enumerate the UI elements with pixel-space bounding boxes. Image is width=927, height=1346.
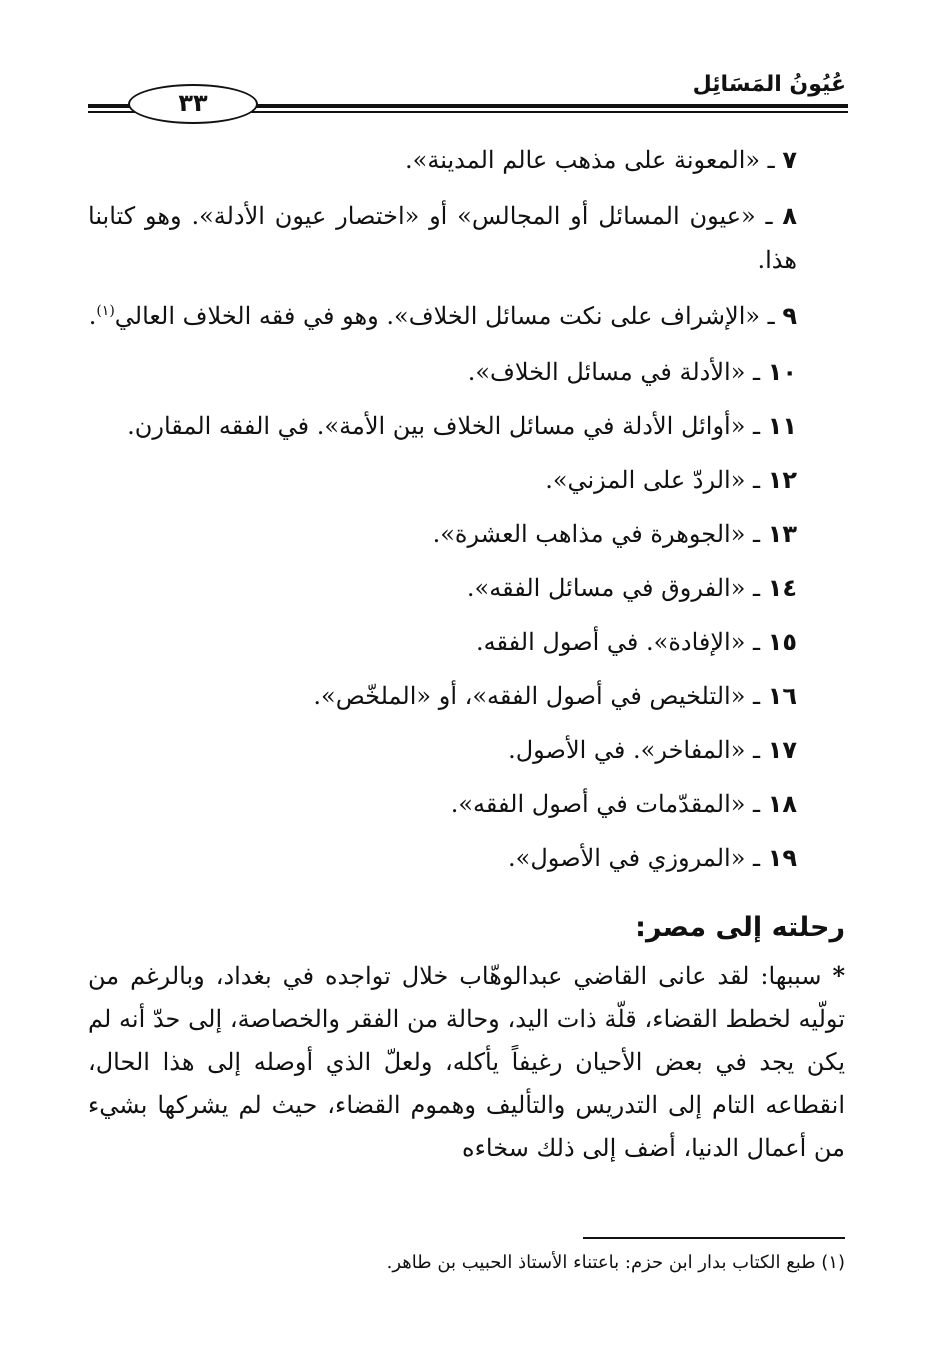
item-text: ـ «المقدّمات في أصول الفقه». — [450, 790, 768, 818]
paragraph-text: سببها: لقد عانى القاضي عبدالوهّاب خلال تواجده في بغداد، وبالرغم من تولّيه لخطط القضاء، قلّة ذات اليد، وحالة من الفقر والخصاصة، إلى حدّ أنه لم يكن يجد في بعض الأحيان رغيفاً يأكله، ولعلّ الذي أوصله إلى هذا الحال، انقطاعه التام إلى التدريس والتأليف وهموم القضاء، حيث لم يشركها بشيء من أعمال الدنيا، أضف إلى ذلك سخاءه — [88, 962, 846, 1162]
item-number: ١٨ — [767, 790, 797, 818]
list-item-9 — [88, 294, 845, 338]
item-number: ١٤ — [767, 574, 797, 602]
item-number: ١٥ — [767, 628, 797, 656]
item-text: ـ «المروزي في الأصول». — [508, 844, 768, 872]
item-text: ـ «الفروق في مسائل الفقه». — [466, 574, 768, 602]
item-text: ـ «التلخيص في أصول الفقه»، أو «الملخّص». — [313, 682, 768, 710]
list-item — [88, 350, 797, 394]
item-number: ٧ — [782, 146, 797, 174]
footnote-text: طبع الكتاب بدار ابن حزم: باعتناء الأستاذ الحبيب بن طاهر. — [386, 1252, 822, 1273]
item-number: ٨ — [782, 202, 797, 230]
list-item — [88, 782, 797, 826]
footnote — [85, 1248, 845, 1278]
item-number: ١١ — [767, 412, 797, 440]
item-text-end: . — [88, 302, 97, 330]
list-item — [88, 836, 797, 880]
list-item-8 — [88, 194, 845, 282]
list-item — [88, 674, 797, 718]
page-number: ٣٣ — [128, 84, 258, 124]
item-number: ١٠ — [767, 358, 797, 386]
item-number: ١٧ — [767, 736, 797, 764]
footnote-separator — [583, 1237, 845, 1239]
list-item — [88, 728, 797, 772]
item-number: ١٦ — [767, 682, 797, 710]
item-text: ـ «الأدلة في مسائل الخلاف». — [467, 358, 768, 386]
item-text: ـ «الإفادة». في أصول الفقه. — [476, 628, 768, 656]
list-item — [88, 458, 797, 502]
section-paragraph — [88, 954, 845, 1170]
item-number: ١٢ — [767, 466, 797, 494]
list-item-7 — [88, 138, 845, 182]
item-text: ـ «المفاخر». في الأصول. — [508, 736, 768, 764]
item-number: ١٩ — [767, 844, 797, 872]
asterisk-bullet: * — [832, 961, 845, 990]
list-item — [88, 404, 797, 448]
item-text: ـ «أوائل الأدلة في مسائل الخلاف بين الأمة». في الفقه المقارن. — [127, 412, 768, 440]
item-text: ـ «المعونة على مذهب عالم المدينة». — [405, 146, 783, 174]
section-heading: رحلته إلى مصر: — [635, 912, 845, 943]
item-text: ـ «الردّ على المزني». — [545, 466, 768, 494]
item-text: ـ «الإشراف على نكت مسائل الخلاف». وهو في فقه الخلاف العالي — [114, 302, 783, 330]
page-body — [88, 138, 845, 1170]
item-number: ٩ — [782, 302, 797, 330]
list-item — [88, 620, 797, 664]
item-text: ـ «عيون المسائل أو المجالس» أو «اختصار عيون الأدلة». وهو كتابنا هذا. — [88, 202, 797, 274]
running-title: عُيُونُ المَسَائِل — [692, 72, 846, 97]
book-list — [88, 350, 845, 880]
page-header — [88, 64, 848, 124]
item-number: ١٣ — [767, 520, 797, 548]
list-item — [88, 566, 797, 610]
list-item — [88, 512, 797, 556]
footnote-number: (١) — [821, 1252, 845, 1273]
footnote-reference[interactable]: (١) — [96, 303, 115, 319]
item-text: ـ «الجوهرة في مذاهب العشرة». — [432, 520, 768, 548]
